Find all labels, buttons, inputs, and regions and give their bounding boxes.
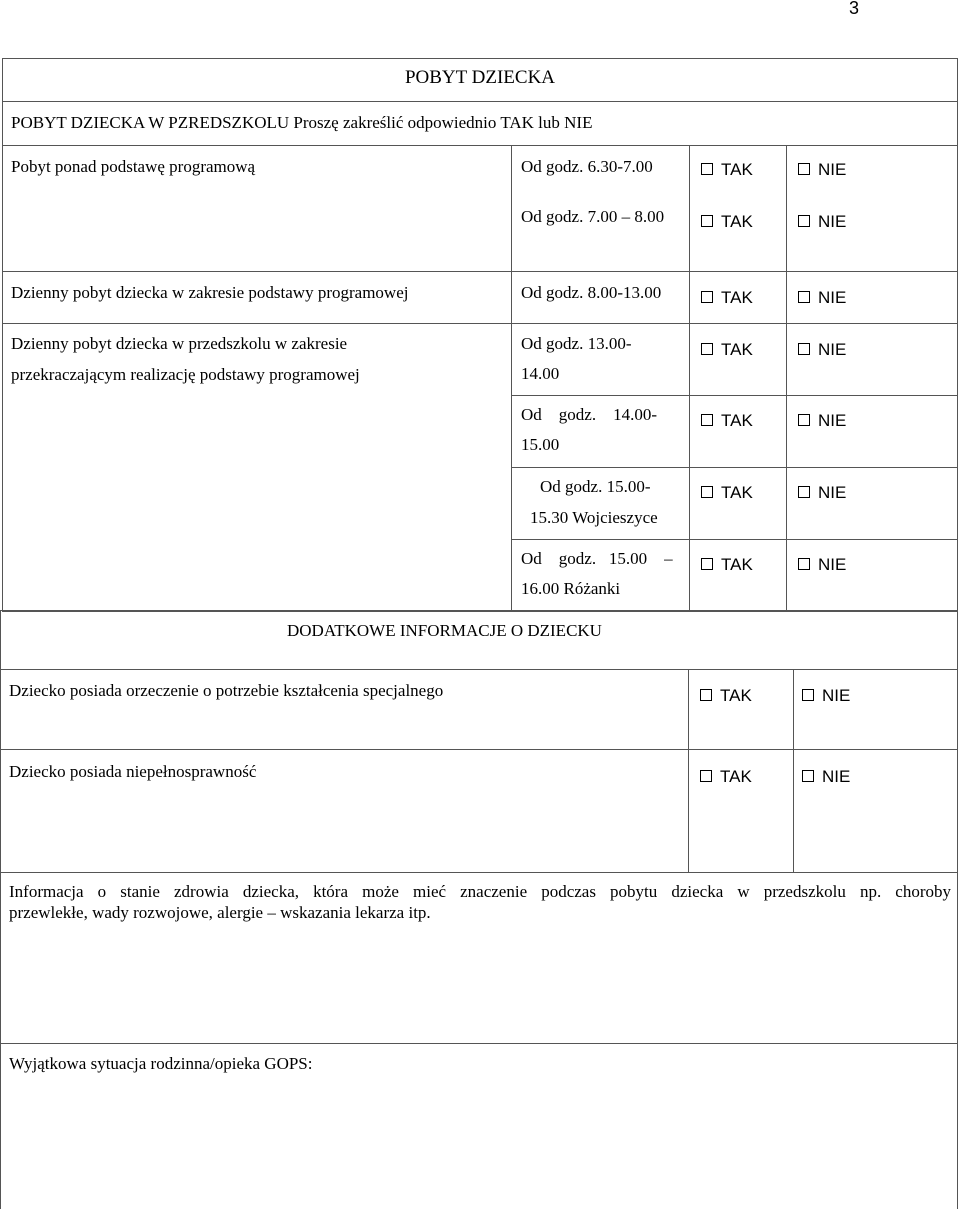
row3-yes-checkbox[interactable]: TAK <box>701 288 753 308</box>
instructions: POBYT DZIECKA W PZREDSZKOLU Proszę zakreślić odpowiednio TAK lub NIE <box>11 113 593 132</box>
checkbox-icon <box>798 163 810 175</box>
special-education-question: Dziecko posiada orzeczenie o potrzebie kształcenia specjalnego <box>9 681 444 700</box>
row7-yes-checkbox[interactable]: TAK <box>701 555 753 575</box>
checkbox-icon <box>701 163 713 175</box>
row3-no-checkbox[interactable]: NIE <box>798 288 846 308</box>
row2-time: Od godz. 7.00 – 8.00 <box>521 207 665 226</box>
checkbox-icon <box>701 486 713 498</box>
disability-question: Dziecko posiada niepełnosprawność <box>9 762 257 781</box>
row1-label: Pobyt ponad podstawę programową <box>11 157 256 176</box>
row6-time-line1: Od godz. 15.00- <box>540 477 651 496</box>
row3-time: Od godz. 8.00-13.00 <box>521 283 662 302</box>
row4-label-line2: przekraczającym realizację podstawy programowej <box>11 365 360 384</box>
checkbox-icon <box>701 343 713 355</box>
special-education-no-checkbox[interactable]: NIE <box>802 686 850 706</box>
row4-time-line1: Od godz. 13.00- <box>521 334 632 353</box>
checkbox-icon <box>798 343 810 355</box>
checkbox-icon <box>798 215 810 227</box>
row6-yes-checkbox[interactable]: TAK <box>701 483 753 503</box>
checkbox-icon <box>798 486 810 498</box>
checkbox-icon <box>798 291 810 303</box>
checkbox-icon <box>802 770 814 782</box>
checkbox-icon <box>798 414 810 426</box>
row1-yes-checkbox[interactable]: TAK <box>701 160 753 180</box>
row7-time-line1: Od godz. 15.00 – <box>521 549 673 568</box>
row7-time-line2: 16.00 Różanki <box>521 579 621 598</box>
checkbox-icon <box>701 414 713 426</box>
row6-time-line2: 15.30 Wojcieszyce <box>530 508 658 527</box>
additional-info-title: DODATKOWE INFORMACJE O DZIECKU <box>287 621 602 640</box>
row5-no-checkbox[interactable]: NIE <box>798 411 846 431</box>
checkbox-icon <box>701 215 713 227</box>
row5-time-line1: Od godz. 14.00- <box>521 405 657 424</box>
row4-no-checkbox[interactable]: NIE <box>798 340 846 360</box>
row5-time-line2: 15.00 <box>521 435 560 454</box>
checkbox-icon <box>700 689 712 701</box>
row4-time-line2: 14.00 <box>521 364 560 383</box>
disability-yes-checkbox[interactable]: TAK <box>700 767 752 787</box>
health-info-field[interactable] <box>2 925 956 1040</box>
checkbox-icon <box>802 689 814 701</box>
disability-no-checkbox[interactable]: NIE <box>802 767 850 787</box>
checkbox-icon <box>701 558 713 570</box>
row6-no-checkbox[interactable]: NIE <box>798 483 846 503</box>
row5-yes-checkbox[interactable]: TAK <box>701 411 753 431</box>
section-title: POBYT DZIECKA <box>404 67 556 88</box>
row4-label-line1: Dzienny pobyt dziecka w przedszkolu w zakresie <box>11 334 348 353</box>
row7-no-checkbox[interactable]: NIE <box>798 555 846 575</box>
row3-label: Dzienny pobyt dziecka w zakresie podstawy programowej <box>11 283 409 302</box>
health-info-label-line1: Informacja o stanie zdrowia dziecka, która może mieć znaczenie podczas pobytu dziecka w przedszkolu np. choroby <box>9 882 951 901</box>
row1-no-checkbox[interactable]: NIE <box>798 160 846 180</box>
checkbox-icon <box>700 770 712 782</box>
family-situation-field[interactable] <box>2 1078 956 1206</box>
checkbox-icon <box>798 558 810 570</box>
special-education-yes-checkbox[interactable]: TAK <box>700 686 752 706</box>
page-number: 3 <box>849 0 860 18</box>
row4-yes-checkbox[interactable]: TAK <box>701 340 753 360</box>
checkbox-icon <box>701 291 713 303</box>
family-situation-label: Wyjątkowa sytuacja rodzinna/opieka GOPS: <box>9 1054 313 1073</box>
row2-yes-checkbox[interactable]: TAK <box>701 212 753 232</box>
row2-no-checkbox[interactable]: NIE <box>798 212 846 232</box>
row1-time: Od godz. 6.30-7.00 <box>521 157 653 176</box>
health-info-label-line2: przewlekłe, wady rozwojowe, alergie – wskazania lekarza itp. <box>9 903 431 922</box>
